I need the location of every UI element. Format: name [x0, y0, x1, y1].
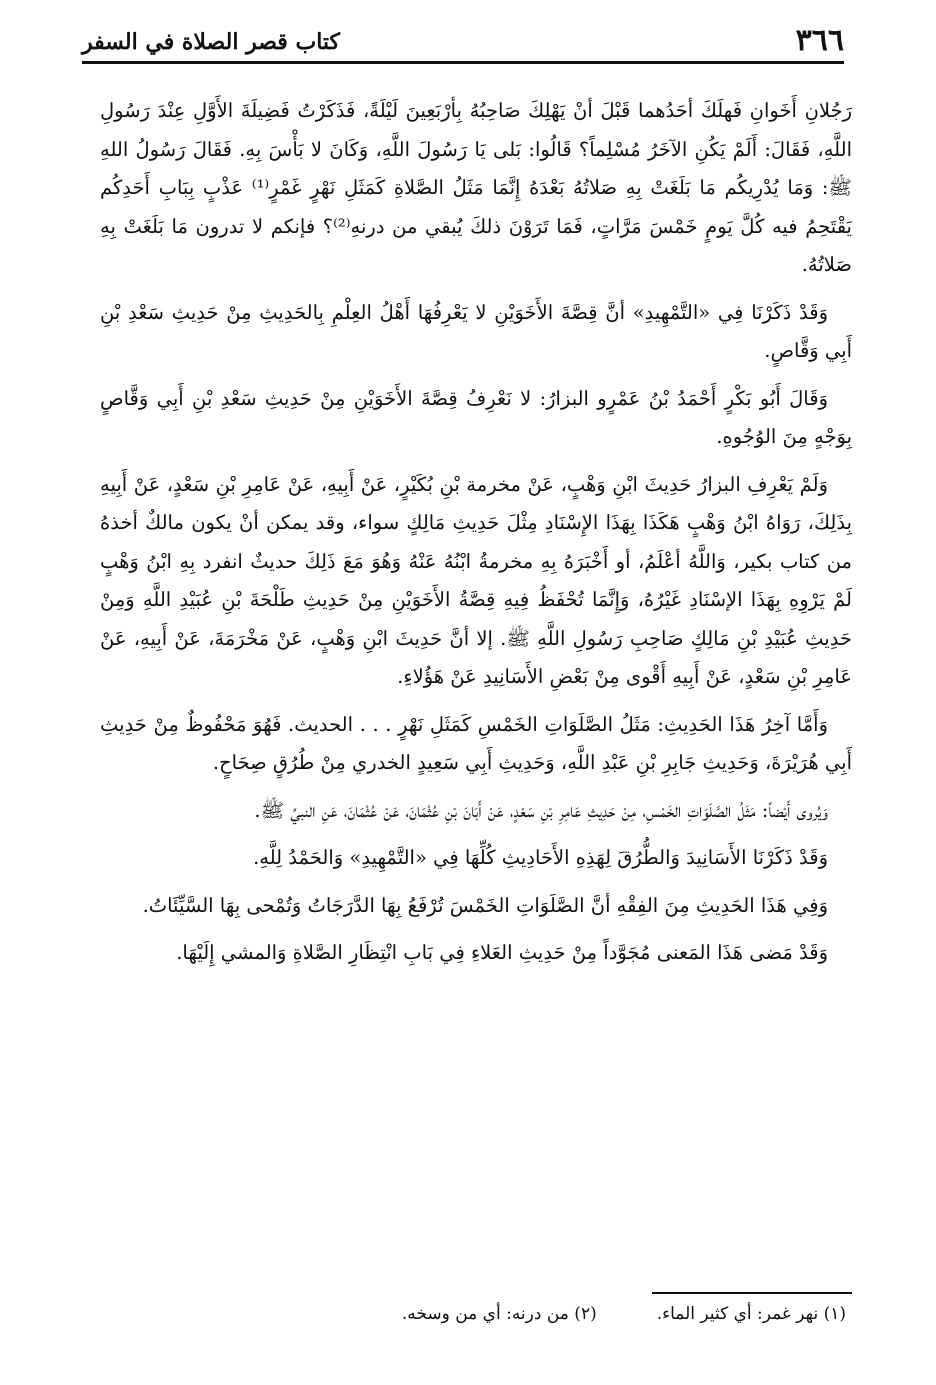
- page-number: ٣٦٦: [795, 23, 844, 58]
- main-text: [100, 92, 852, 982]
- paragraph-tamhid-note: وَقَدْ ذَكَرْنَا فِي «التَّمْهِيدِ» أنَّ قِصَّةَ الأَخَوَيْنِ لا يَعْرِفُهَا أَهْلُ العِلْمِ بِالحَدِيثِ مِنْ حَدِيثِ سَعْدِ بْنِ أَبِي وَقَّاصٍ.: [100, 300, 852, 362]
- paragraph-hadith-ending: وَأَمَّا آخِرُ هَذَا الحَدِيثِ: مَثَلُ الصَّلَوَاتِ الخَمْسِ كَمَثَلِ نَهْرٍ . . . الحديث. فَهُوَ مَحْفُوظٌ مِنْ حَدِيثِ أَبِي هُرَيْرَةَ، وَحَدِيثِ جَابِرِ بْنِ عَبْدِ اللَّهِ، وَحَدِيثِ أَبِي سَعِيدٍ الخدري مِنْ طُرُقٍ صِحَاحٍ.: [100, 712, 852, 774]
- page-header: [82, 22, 844, 62]
- running-title: كتاب قصر الصلاة في السفر: [82, 29, 341, 55]
- footnote-rule: [652, 1292, 852, 1294]
- paragraph-yurwa: وَيُروى أَيْضاً: مَثَلُ الصَّلَوَاتِ الخَمْسِ، مِنْ حَدِيثِ عَامِرِ بْنِ سَعْدٍ، عَنْ أَبَانَ بْنِ عُثْمَانَ، عَنْ عُثْمَانَ، عَنِ النبيِّ ﷺ.: [254, 798, 828, 822]
- footnotes: [100, 1300, 846, 1328]
- paragraph-asanid: وَقَدْ ذَكَرْنَا الأَسَانِيدَ وَالطُّرُقَ لِهَذِهِ الأَحَادِيثِ كُلِّهَا فِي «التَّمْهِيدِ» وَالحَمْدُ لِلَّهِ.: [253, 846, 828, 869]
- paragraph-bazzar: وَقَالَ أَبُو بَكْرٍ أَحْمَدُ بْنُ عَمْرٍو البزارُ: لا نَعْرِفُ قِصَّةَ الأَخَوَيْنِ مِنْ حَدِيثِ سَعْدِ بْنِ أَبِي وَقَّاصٍ بِوَجْهٍ مِنَ الوُجُوهِ.: [100, 386, 852, 448]
- paragraph-fiqh: وَفِي هَذَا الحَدِيثِ مِنَ الفِقْهِ أنَّ الصَّلَوَاتِ الخَمْسَ تُرْفَعُ بِهَا الدَّرَجَاتُ وَتُمْحى بِهَا السَّيِّئَاتُ.: [142, 893, 828, 917]
- paragraph-ala-hadith: وَقَدْ مَضى هَذَا المَعنى مُجَوَّداً مِنْ حَدِيثِ العَلاءِ فِي بَابِ انْتِظَارِ الصَّلاةِ وَالمشي إِلَيْهَا.: [176, 941, 828, 964]
- footnote-1: (١) نهر غمر: أي كثير الماء.: [656, 1304, 846, 1324]
- paragraph-hadith-continuation: رَجُلانِ أَخَوانِ فَهلَكَ أحَدُهما قَبْلَ أنْ يَهْلِكَ صَاحِبُهُ بِأرْبَعِينَ لَيْلَةً، فَذَكَرْتُ فَضِيلَةَ الأَوَّلِ عِنْدَ رَسُولِ اللَّهِ، فَقَالَ: أَلَمْ يَكُنِ الآخَرُ مُسْلِماً؟ قَالُوا: بَلى يَا رَسُولَ اللَّهِ، وَكَانَ لا بَأْسَ بِهِ. فَقَالَ رَسُولُ اللهِ ﷺ: وَمَا يُدْرِيكُم مَا بَلَغَتْ بِهِ صَلاتُهُ بَعْدَهُ إِنَّمَا مَثَلُ الصَّلاةِ كَمَثَلِ نَهْرٍ غَمْرٍ⁽¹⁾ عَذْبٍ بِبَابِ أَحَدِكُم يَقْتَحِمُ فيه كُلَّ يَومٍ خَمْسَ مَرَّاتٍ، فَمَا تَرَوْنَ ذلكَ يُبقي من درنهِ⁽²⁾؟ فإنكم لا تدرون مَا بَلَغَتْ بِهِ صَلاتُهُ.: [100, 99, 852, 276]
- header-rule: [82, 61, 844, 64]
- footnote-2: (٢) من درنه: أي من وسخه.: [401, 1304, 597, 1324]
- paragraph-ibn-wahb: وَلَمْ يَعْرِفِ البزارُ حَدِيثَ ابْنِ وَهْبٍ، عَنْ مخرمة بْنِ بُكَيْرٍ، عَنْ أَبِيهِ، عَنْ عَامِرِ بْنِ سَعْدٍ، عَنْ أَبِيهِ بِذَلِكَ، رَوَاهُ ابْنُ وَهْبٍ هَكَذَا بِهَذَا الإِسْنَادِ مِثْلَ حَدِيثِ مَالِكٍ سواء، وقد يمكن أنْ يكون مالكٌ أخذهُ من كتاب بكير، وَاللَّهُ أعْلَمُ، أو أَخْبَرَهُ بِهِ مخرمةُ ابْنُهُ عَنْهُ وَهُوَ مَعَ ذَلِكَ حديثٌ انفرد بِهِ ابْنُ وَهْبٍ لَمْ يَرْوِهِ بِهَذَا الإسْنَادِ غَيْرُهُ، وَإِنَّمَا تُحْفَظُ فِيهِ قِصَّةُ الأَخَوَيْنِ مِنْ حَدِيثِ طَلْحَةَ بْنِ عُبَيْدِ اللَّهِ وَمِنْ حَدِيثِ عُبَيْدِ بْنِ مَالِكٍ صَاحِبِ رَسُولِ اللَّهِ ﷺ. إلا أنَّ حَدِيثَ ابْنِ وَهْبٍ، عَنْ مَخْرَمَةَ، عَنْ أَبِيهِ، عَنْ عَامِرِ بْنِ سَعْدٍ، عَنْ أَبِيهِ أَقْوى مِنْ بَعْضِ الأَسَانِيدِ عَنْ هَؤُلاءِ.: [100, 472, 852, 688]
